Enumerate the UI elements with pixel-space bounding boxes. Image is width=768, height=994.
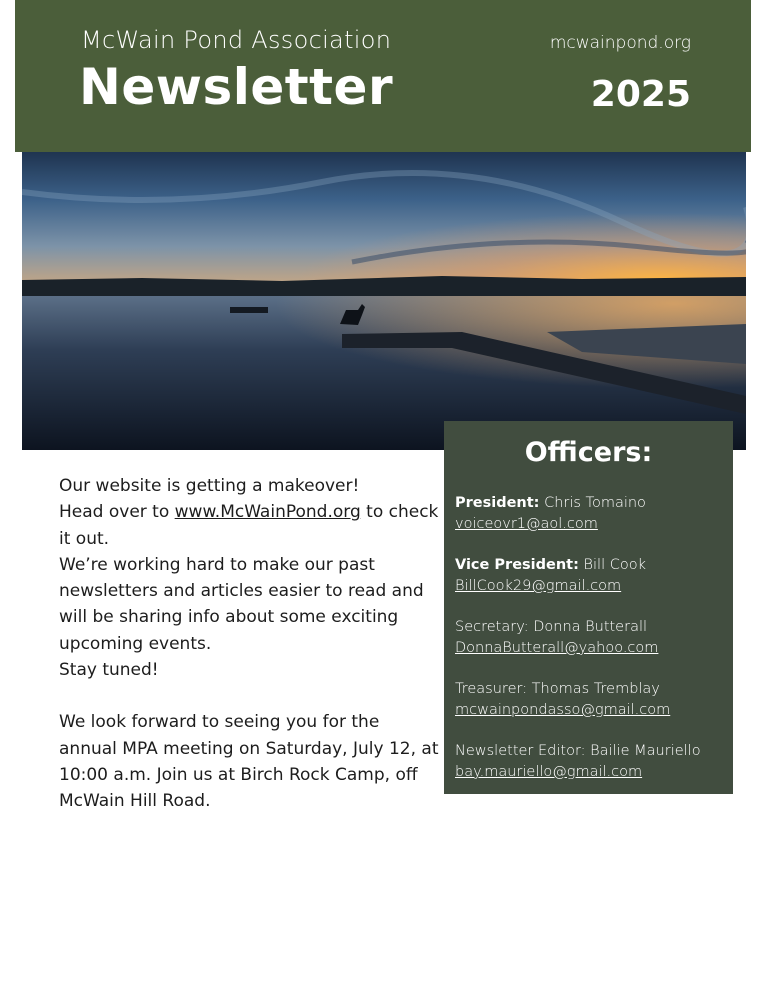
officer-name: Bill Cook — [578, 557, 646, 573]
intro-text — [59, 473, 439, 815]
officer-role: Treasurer: — [455, 681, 528, 697]
website-line-prefix: Head over to — [59, 502, 175, 523]
meeting-paragraph: We look forward to seeing you for the annual MPA meeting on Saturday, July 12, at 10:00 a.m. Join us at Birch Rock Camp, off McWain Hill Road. — [59, 712, 439, 812]
officers-title: Officers: — [524, 437, 653, 468]
officer-line — [455, 679, 730, 700]
officer-treasurer — [455, 679, 730, 721]
officer-name: Chris Tomaino — [539, 495, 646, 511]
officer-role: Newsletter Editor: — [455, 743, 586, 759]
officer-email[interactable]: mcwainpondasso@gmail.com — [455, 702, 671, 718]
officer-role: Vice President: — [455, 557, 579, 573]
officer-role: President: — [455, 495, 540, 511]
association-name: McWain Pond Association — [81, 26, 392, 54]
header-banner — [15, 0, 751, 152]
officer-line — [455, 617, 730, 638]
officer-president — [455, 493, 730, 535]
officer-email[interactable]: bay.mauriello@gmail.com — [455, 764, 643, 780]
officer-role: Secretary: — [455, 619, 529, 635]
officer-name: Thomas Tremblay — [527, 681, 660, 697]
year-label: 2025 — [590, 74, 691, 115]
stay-tuned-line: Stay tuned! — [59, 660, 159, 681]
officer-line — [455, 493, 730, 514]
website-label: mcwainpond.org — [549, 33, 691, 53]
website-link[interactable]: www.McWainPond.org — [174, 502, 361, 523]
officer-vice-president — [455, 555, 730, 597]
officer-secretary — [455, 617, 730, 659]
officer-name: Bailie Mauriello — [585, 743, 701, 759]
website-line — [59, 499, 439, 552]
makeover-line: Our website is getting a makeover! — [59, 476, 360, 496]
officers-panel — [444, 421, 733, 794]
website-line-suffix: to check it out. — [59, 502, 439, 549]
officer-email[interactable]: BillCook29@gmail.com — [455, 578, 622, 594]
paragraph-spacer — [59, 683, 439, 709]
officer-email[interactable]: voiceovr1@aol.com — [455, 516, 598, 532]
officer-line — [455, 741, 730, 762]
sunset-pond-photo — [22, 152, 746, 450]
officer-line — [455, 555, 730, 576]
officer-name: Donna Butterall — [528, 619, 648, 635]
officer-email[interactable]: DonnaButterall@yahoo.com — [455, 640, 659, 656]
officer-newsletter-editor — [455, 741, 730, 783]
working-hard-paragraph: We’re working hard to make our past newsletters and articles easier to read and will be sharing info about some exciting upcoming events. — [59, 554, 424, 654]
newsletter-title: Newsletter — [79, 58, 394, 116]
